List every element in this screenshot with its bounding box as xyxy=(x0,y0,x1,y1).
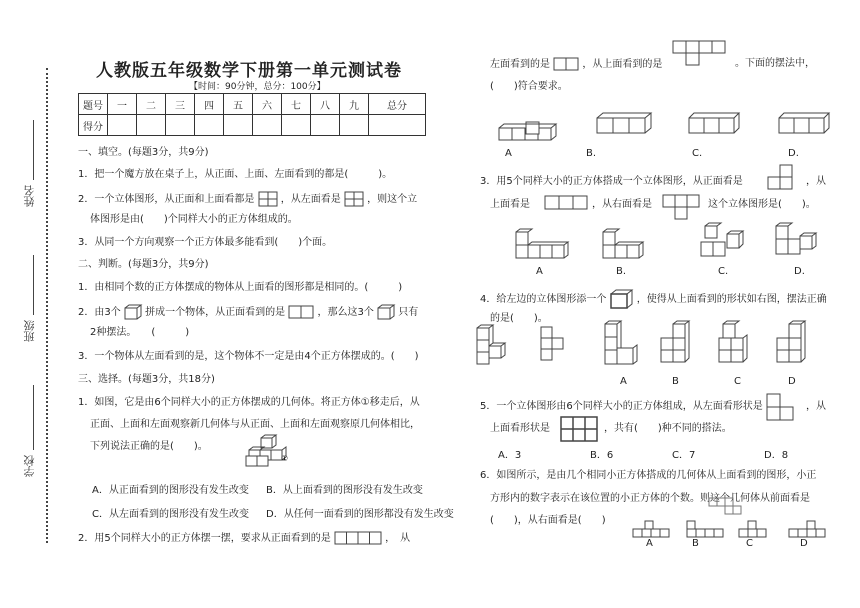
score-input-cell[interactable] xyxy=(340,115,369,136)
s2-q1: 1．由相同个数的正方体摆成的物体从上面看的图形都是相同的。( ) xyxy=(78,282,403,293)
score-table-score-row xyxy=(79,115,426,136)
two-squares-figure xyxy=(288,305,314,319)
score-input-cell[interactable] xyxy=(224,115,253,136)
r-q2-option-d[interactable]: D. xyxy=(788,148,799,159)
s2-q3: 3．一个物体从左面看到的是，这个物体不一定是由4个正方体摆成的。( ) xyxy=(78,351,419,362)
s3-q1-line3: 下列说法正确的是( )。 xyxy=(90,441,208,452)
table-cell: 三 xyxy=(166,94,195,115)
school-label: 学校 xyxy=(23,455,36,477)
grid-2x2-figure xyxy=(344,191,364,207)
table-cell: 题号 xyxy=(79,94,108,115)
q6-option-b-figure xyxy=(686,520,726,538)
r-q5-line1: 5．一个立体图形由6个同样大小的正方体组成，从左面看形状是 xyxy=(480,401,763,412)
r-q3-line2b: ，从右面看是 xyxy=(592,199,652,210)
top-view-figure xyxy=(544,195,588,211)
q3-option-d-figure xyxy=(775,222,825,262)
front-view-figure xyxy=(767,164,795,192)
class-label: 班级 xyxy=(23,320,36,342)
r-q4-option-c[interactable]: C xyxy=(734,376,741,387)
r-q6-option-c[interactable]: C xyxy=(746,538,753,549)
score-table xyxy=(78,93,426,136)
q4-option-d-figure xyxy=(776,320,812,366)
score-table-header-row xyxy=(79,94,426,115)
r-q4-line2: 的是( )。 xyxy=(490,313,548,324)
q2-option-d-figure xyxy=(778,112,834,136)
r-q2-option-a[interactable]: A xyxy=(505,148,512,159)
s3-q2-part: ， 从 xyxy=(385,533,411,544)
r-q2-option-b[interactable]: B. xyxy=(586,148,597,159)
score-input-cell[interactable] xyxy=(369,115,426,136)
page-title: 人教版五年级数学下册第一单元测试卷 xyxy=(96,61,402,81)
s3-q2-line1 xyxy=(78,531,410,545)
s3-q1-option-b[interactable]: B．从上面看到的图形没有发生改变 xyxy=(266,485,423,496)
q2-option-b-figure xyxy=(596,112,656,136)
r-q3-line1: 3．用5个同样大小的正方体搭成一个立体图形，从正面看是 xyxy=(480,176,743,187)
r-q4-line1 xyxy=(480,289,827,309)
r-q2-line3: ( )符合要求。 xyxy=(490,81,568,92)
top-view-figure xyxy=(672,40,728,68)
cube-figure xyxy=(124,304,142,320)
r-q6-option-b[interactable]: B xyxy=(692,538,699,549)
cube-figure xyxy=(610,289,634,309)
r-q3-option-c[interactable]: C. xyxy=(718,266,729,277)
q3-option-c-figure xyxy=(700,222,750,262)
left-view-figure xyxy=(766,393,796,423)
score-input-cell[interactable] xyxy=(166,115,195,136)
r-q5-option-b[interactable]: B．6 xyxy=(590,450,614,461)
table-cell: 五 xyxy=(224,94,253,115)
r-q2-option-c[interactable]: C. xyxy=(692,148,703,159)
s2-q2-part: 2．由3个 xyxy=(78,307,121,318)
r-q4-option-b[interactable]: B xyxy=(672,376,679,387)
s3-q1-option-d[interactable]: D．从任何一面看到的图形都没有发生改变 xyxy=(266,509,454,520)
q4-top-view-figure xyxy=(540,326,566,366)
q4-option-c-figure xyxy=(718,320,754,366)
table-cell: 得分 xyxy=(79,115,108,136)
score-input-cell[interactable] xyxy=(195,115,224,136)
four-squares-figure xyxy=(334,531,382,545)
cube-1-marker: ① xyxy=(281,454,289,463)
grid-2x2-figure xyxy=(258,191,278,207)
s2-q2-part: 只有 xyxy=(398,307,419,318)
q2-option-a-figure xyxy=(498,120,564,144)
top-view-figure xyxy=(560,416,600,444)
q6-top-view-figure xyxy=(708,497,744,517)
s2-q2 xyxy=(78,304,418,320)
r-q5-line2a: 上面看形状是 xyxy=(490,423,550,434)
r-q5-option-c[interactable]: C．7 xyxy=(672,450,696,461)
r-q4-option-d[interactable]: D xyxy=(788,376,796,387)
q6-option-c-figure xyxy=(738,520,778,538)
s2-q2-part: 拼成一个物体，从正面看到的是 xyxy=(145,307,286,318)
score-input-cell[interactable] xyxy=(137,115,166,136)
name-underline xyxy=(33,120,34,180)
score-input-cell[interactable] xyxy=(253,115,282,136)
s3-q1-option-a[interactable]: A．从正面看到的图形没有发生改变 xyxy=(92,485,249,496)
q2-option-c-figure xyxy=(688,112,744,136)
r-q2-part: ，从上面看到的是 xyxy=(582,59,663,70)
class-underline xyxy=(33,255,34,315)
s3-q1-line2: 正面、上面和左面观察新几何体与从正面、上面和左面观察原几何体相比， xyxy=(90,419,420,430)
cube-figure xyxy=(377,304,395,320)
section3-heading: 三、选择。(每题3分，共18分) xyxy=(78,374,215,385)
r-q3-option-d[interactable]: D. xyxy=(794,266,805,277)
table-cell: 七 xyxy=(282,94,311,115)
r-q4-part: 4．给左边的立体图形添一个 xyxy=(480,294,607,305)
r-q6-line1: 6．如图所示，是由几个相同小正方体搭成的几何体从上面看到的图形，小正 xyxy=(480,470,817,481)
s2-q2-cont: 2种摆法。 ( ) xyxy=(90,327,190,338)
score-input-cell[interactable] xyxy=(282,115,311,136)
q4-option-b-figure xyxy=(660,320,696,366)
r-q6-option-a[interactable]: A xyxy=(646,538,653,549)
s3-q1-line1: 1．如图，它是由6个同样大小的正方体摆成的几何体。将正方体①移走后，从 xyxy=(78,397,420,408)
table-cell: 总分 xyxy=(369,94,426,115)
s3-q1-option-c[interactable]: C．从左面看到的图形没有发生改变 xyxy=(92,509,249,520)
q6-option-d-figure xyxy=(788,520,828,538)
r-q6-line2: 方形内的数字表示在该位置的小正方体的个数。则这个几何体从前面看是 xyxy=(490,493,810,504)
q4-given-figure xyxy=(476,324,510,368)
s1-q2-part: ，则这个立 xyxy=(367,194,418,205)
r-q6-option-d[interactable]: D xyxy=(800,538,808,549)
table-cell: 二 xyxy=(137,94,166,115)
r-q2-line2 xyxy=(490,57,662,71)
table-cell: 八 xyxy=(311,94,340,115)
table-cell: 九 xyxy=(340,94,369,115)
score-input-cell[interactable] xyxy=(108,115,137,136)
q6-option-a-figure xyxy=(632,520,672,538)
six-cubes-figure xyxy=(245,434,293,468)
s3-q2-part: 2．用5个同样大小的正方体摆一摆，要求从正面看到的是 xyxy=(78,533,331,544)
r-q3-line2c: 这个立体图形是( )。 xyxy=(708,199,816,210)
r-q5-part-b: ，从 xyxy=(806,401,826,412)
page-subtitle: 【时间：90分钟，总分：100分】 xyxy=(189,82,326,92)
r-q3-part-b: ，从 xyxy=(806,176,826,187)
s1-q2-part: 2．一个立体图形，从正面和上面看都是 xyxy=(78,194,255,205)
s2-q2-part: ，那么这3个 xyxy=(317,307,374,318)
binding-line xyxy=(46,68,48,543)
r-q4-option-a[interactable]: A xyxy=(620,376,627,387)
r-q4-part: ，使得从上面看到的形状如右图，摆法正确 xyxy=(636,294,827,305)
q4-option-a-figure xyxy=(604,320,640,366)
r-q5-option-a[interactable]: A．3 xyxy=(498,450,522,461)
r-q2-part-e: 。下面的摆法中， xyxy=(735,58,815,69)
s1-q2-part: ，从左面看是 xyxy=(280,194,341,205)
r-q5-option-d[interactable]: D．8 xyxy=(764,450,789,461)
section1-heading: 一、填空。(每题3分，共9分) xyxy=(78,147,209,158)
table-cell: 一 xyxy=(108,94,137,115)
section2-heading: 二、判断。(每题3分，共9分) xyxy=(78,259,209,270)
table-cell: 六 xyxy=(253,94,282,115)
two-squares-figure xyxy=(553,57,579,71)
score-input-cell[interactable] xyxy=(311,115,340,136)
q3-option-a-figure xyxy=(515,228,579,262)
s1-q2 xyxy=(78,191,417,207)
r-q3-option-b[interactable]: B. xyxy=(616,266,627,277)
s1-q1: 1．把一个魔方放在桌子上，从正面、上面、左面看到的都是( )。 xyxy=(78,169,393,180)
r-q2-part: 左面看到的是 xyxy=(490,59,550,70)
r-q3-line2a: 上面看是 xyxy=(490,199,530,210)
school-underline xyxy=(33,385,34,450)
name-label: 姓名 xyxy=(23,185,36,207)
r-q3-option-a[interactable]: A xyxy=(536,266,543,277)
right-view-figure xyxy=(662,194,702,226)
table-cell: 四 xyxy=(195,94,224,115)
r-q6-line3: ( )，从右面看是( ) xyxy=(490,515,606,526)
r-q5-line2b: ，共有( )种不同的搭法。 xyxy=(604,423,732,434)
q3-option-b-figure xyxy=(602,228,652,262)
s1-q3: 3．从同一个方向观察一个正方体最多能看到( )个面。 xyxy=(78,237,333,248)
s1-q2-cont: 体图形是由( )个同样大小的正方体组成的。 xyxy=(90,214,298,225)
